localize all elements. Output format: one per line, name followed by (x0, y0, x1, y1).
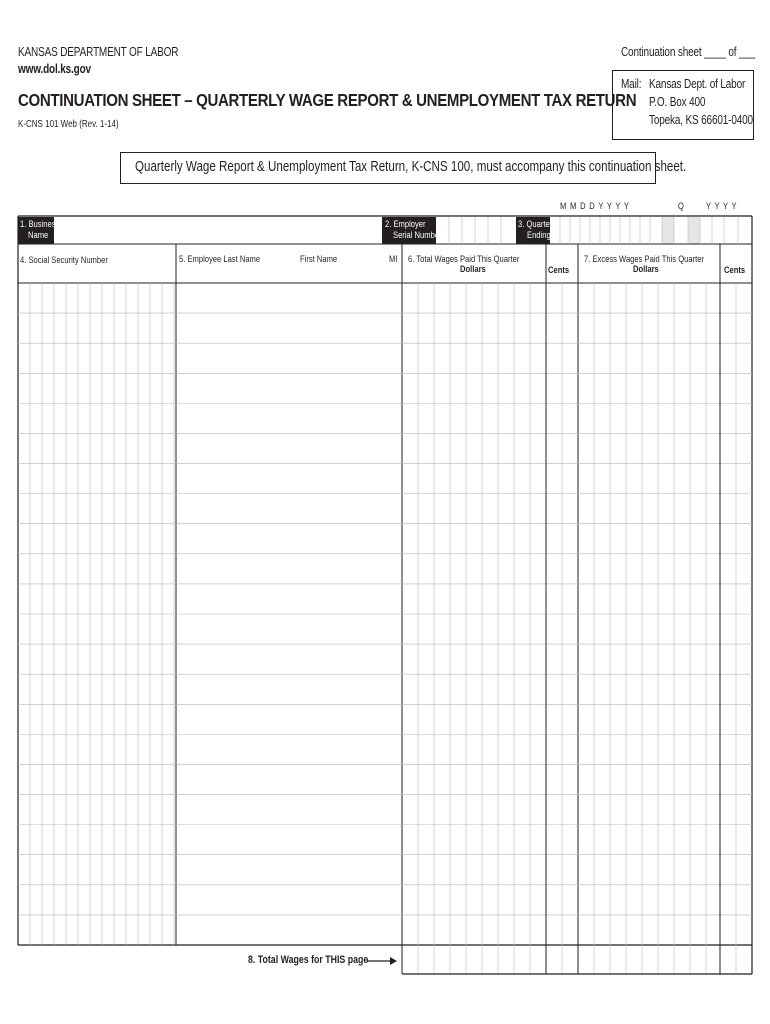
date-format-q: Q (678, 201, 684, 212)
continuation-sheet-counter: Continuation sheet ____ of ___ (621, 45, 756, 59)
col-header-first-name: First Name (300, 254, 338, 265)
agency-name: KANSAS DEPARTMENT OF LABOR (18, 45, 179, 59)
col-header-total-wages: 6. Total Wages Paid This Quarter (408, 254, 520, 265)
employer-serial-label: 2. Employer Serial Number (382, 217, 436, 244)
form-id: K-CNS 101 Web (Rev. 1-14) (18, 119, 119, 130)
col-header-dollars-excess: Dollars (633, 264, 659, 275)
col-header-last-name: 5. Employee Last Name (179, 254, 261, 265)
col-header-cents-excess: Cents (724, 265, 746, 276)
col-header-excess-wages: 7. Excess Wages Paid This Quarter (584, 254, 704, 265)
notice-text: Quarterly Wage Report & Unemployment Tax Return, K-CNS 100, must accompany this continuation sheet. (135, 159, 687, 175)
date-format-yyyy: Y Y Y Y (706, 201, 737, 212)
page-title: CONTINUATION SHEET – QUARTERLY WAGE REPORT & UNEMPLOYMENT TAX RETURN (18, 90, 637, 110)
business-name-label: 1. Business Name (18, 217, 54, 244)
mail-line-2: P.O. Box 400 (649, 95, 706, 109)
total-wages-column-entries[interactable] (402, 283, 578, 945)
employee-name-column-entries[interactable] (176, 283, 402, 945)
col-header-mi: MI (389, 254, 398, 265)
date-format-mmddyyyy: M M D D Y Y Y Y (560, 201, 629, 212)
mail-line-3: Topeka, KS 66601-0400 (649, 113, 753, 127)
ssn-column-entries[interactable] (18, 283, 176, 945)
col-header-ssn: 4. Social Security Number (20, 255, 108, 266)
mail-label: Mail: (621, 77, 642, 91)
agency-website: www.dol.ks.gov (18, 62, 91, 76)
col-header-dollars: Dollars (460, 264, 486, 275)
excess-wages-column-entries[interactable] (578, 283, 752, 945)
mail-line-1: Kansas Dept. of Labor (649, 77, 746, 91)
quarter-ending-label: 3. Quarter Ending (516, 217, 550, 244)
total-wages-label: 8. Total Wages for THIS page (248, 954, 369, 966)
col-header-cents: Cents (548, 265, 570, 276)
total-wages-page-field[interactable] (402, 945, 578, 974)
